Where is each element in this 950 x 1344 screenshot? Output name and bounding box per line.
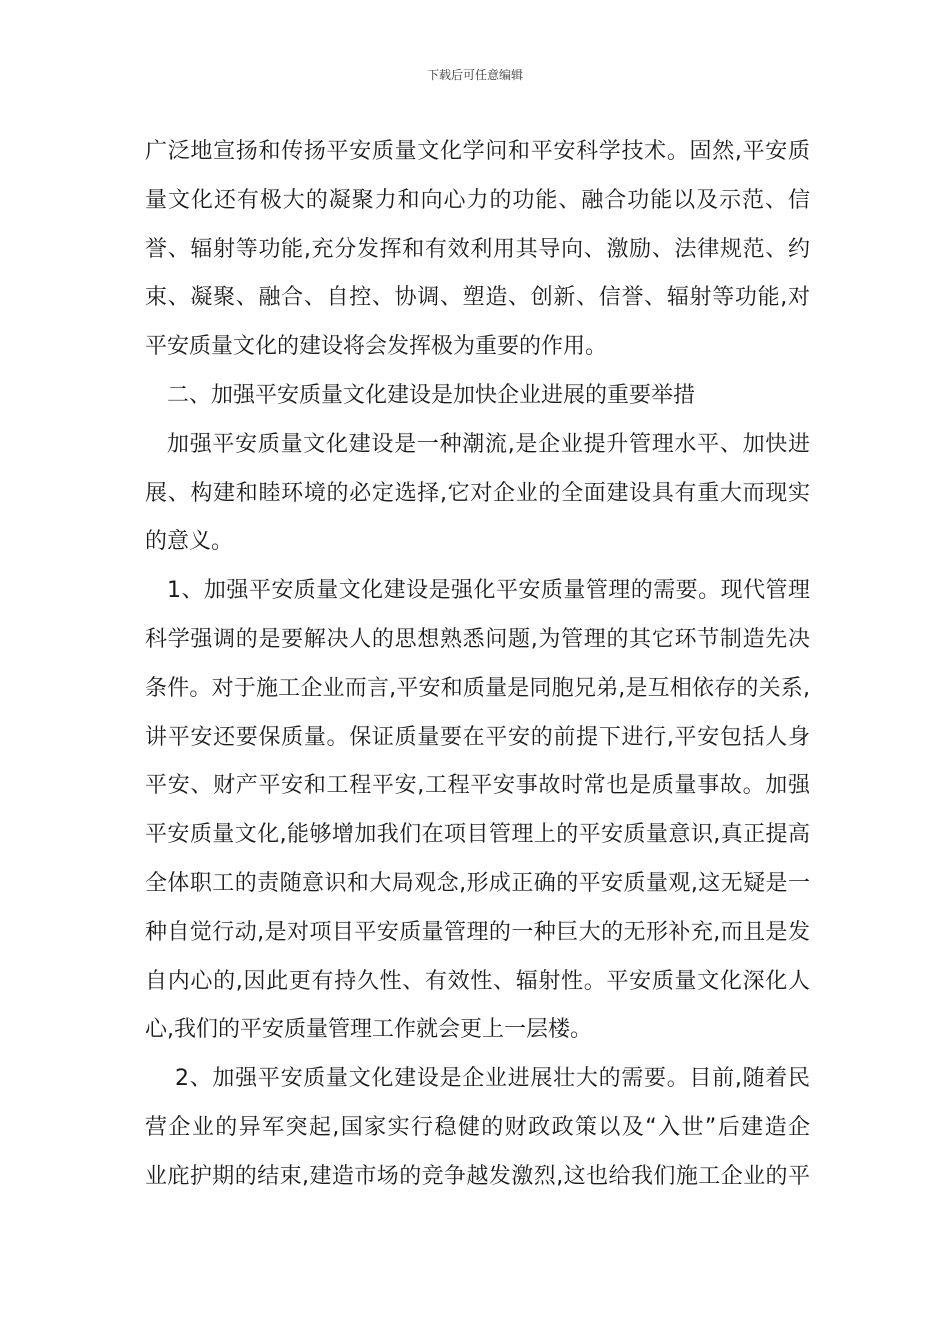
body-line: 讲平安还要保质量。保证质量要在平安的前提下进行,平安包括人身 bbox=[145, 724, 810, 750]
body-line: 平安质量文化的建设将会发挥极为重要的作用。 bbox=[145, 334, 608, 360]
body-line: 的意义。 bbox=[145, 529, 234, 555]
body-line: 科学强调的是要解决人的思想熟悉问题,为管理的其它环节制造先决 bbox=[145, 626, 810, 652]
document-body bbox=[145, 128, 810, 1202]
body-line: 展、构建和睦环境的必定选择,它对企业的全面建设具有重大而现实 bbox=[145, 480, 810, 506]
body-line: 条件。对于施工企业而言,平安和质量是同胞兄弟,是互相依存的关系, bbox=[145, 675, 810, 701]
body-line: 广泛地宣扬和传扬平安质量文化学问和平安科学技术。固然,平安质 bbox=[145, 139, 810, 164]
body-line: 全体职工的责随意识和大局观念,形成正确的平安质量观,这无疑是一 bbox=[145, 870, 810, 896]
body-line: 束、凝聚、融合、自控、协调、塑造、创新、信誉、辐射等功能,对 bbox=[145, 285, 810, 311]
body-line: 量文化还有极大的凝聚力和向心力的功能、融合功能以及示范、信 bbox=[145, 187, 810, 213]
section-heading: 二、加强平安质量文化建设是加快企业进展的重要举措 bbox=[167, 382, 696, 408]
body-line: 誉、辐射等功能,充分发挥和有效利用其导向、激励、法律规范、约 bbox=[145, 236, 810, 262]
body-line: 自内心的,因此更有持久性、有效性、辐射性。平安质量文化深化人 bbox=[145, 968, 810, 994]
body-line: 心,我们的平安质量管理工作就会更上一层楼。 bbox=[145, 1017, 592, 1043]
page-header: 下载后可任意编辑 bbox=[426, 68, 523, 82]
body-line: 业庇护期的结束,建造市场的竞争越发激烈,这也给我们施工企业的平 bbox=[145, 1163, 810, 1189]
body-line: 营企业的异军突起,国家实行稳健的财政政策以及“入世”后建造企 bbox=[145, 1114, 810, 1140]
body-line: 种自觉行动,是对项目平安质量管理的一种巨大的无形补充,而且是发 bbox=[145, 919, 810, 945]
body-line: 平安质量文化,能够增加我们在项目管理上的平安质量意识,真正提高 bbox=[145, 822, 810, 848]
body-line: 2、加强平安质量文化建设是企业进展壮大的需要。目前,随着民 bbox=[175, 1066, 810, 1092]
body-line: 1、加强平安质量文化建设是强化平安质量管理的需要。现代管理 bbox=[167, 578, 810, 604]
body-line: 平安、财产平安和工程平安,工程平安事故时常也是质量事故。加强 bbox=[145, 773, 810, 799]
body-line: 加强平安质量文化建设是一种潮流,是企业提升管理水平、加快进 bbox=[167, 431, 810, 457]
